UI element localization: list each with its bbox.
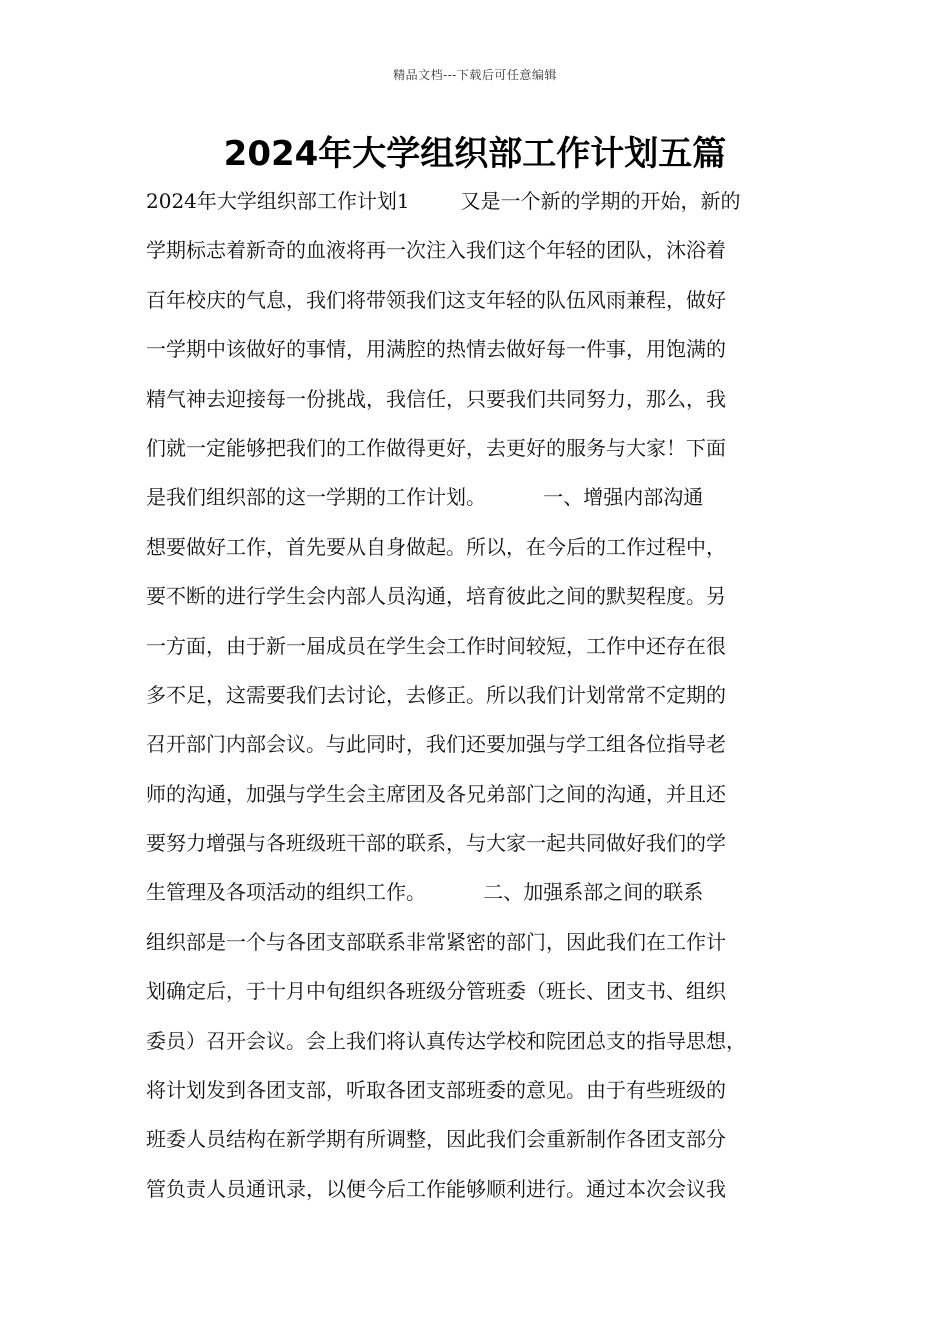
header-note: 精品文档---下载后可任意编辑 — [393, 68, 557, 82]
body-line: 一方面，由于新一届成员在学生会工作时间较短，工作中还存在很 — [146, 633, 726, 658]
body-line: 师的沟通，加强与学生会主席团及各兄弟部门之间的沟通，并且还 — [146, 781, 726, 806]
body-line: 精气神去迎接每一份挑战，我信任，只要我们共同努力，那么，我 — [146, 386, 726, 411]
body-line: 班委人员结构在新学期有所调整，因此我们会重新制作各团支部分 — [146, 1127, 726, 1152]
body-line: 是我们组织部的这一学期的工作计划。 一、增强内部沟通 — [146, 485, 704, 510]
document-title: 2024年大学组织部工作计划五篇 — [223, 134, 727, 174]
body-line: 组织部是一个与各团支部联系非常紧密的部门，因此我们在工作计 — [146, 929, 726, 954]
body-line: 召开部门内部会议。与此同时，我们还要加强与学工组各位指导老 — [146, 732, 726, 757]
body-line: 将计划发到各团支部，听取各团支部班委的意见。由于有些班级的 — [146, 1078, 726, 1103]
body-line: 学期标志着新奇的血液将再一次注入我们这个年轻的团队，沐浴着 — [146, 238, 726, 263]
body-line: 生管理及各项活动的组织工作。 二、加强系部之间的联系 — [146, 880, 704, 905]
body-line: 委员）召开会议。会上我们将认真传达学校和院团总支的指导思想， — [146, 1028, 746, 1053]
body-line: 想要做好工作，首先要从自身做起。所以，在今后的工作过程中， — [146, 534, 726, 559]
body-line: 2024年大学组织部工作计划1 又是一个新的学期的开始，新的 — [146, 189, 741, 213]
body-line: 们就一定能够把我们的工作做得更好，去更好的服务与大家！下面 — [146, 435, 726, 460]
body-line: 管负责人员通讯录，以便今后工作能够顺利进行。通过本次会议我 — [146, 1176, 726, 1201]
body-line: 要不断的进行学生会内部人员沟通，培育彼此之间的默契程度。另 — [146, 584, 726, 609]
body-line: 要努力增强与各班级班干部的联系，与大家一起共同做好我们的学 — [146, 831, 726, 856]
body-line: 多不足，这需要我们去讨论，去修正。所以我们计划常常不定期的 — [146, 682, 726, 707]
body-line: 百年校庆的气息，我们将带领我们这支年轻的队伍风雨兼程，做好 — [146, 287, 726, 312]
body-line: 一学期中该做好的事情，用满腔的热情去做好每一件事，用饱满的 — [146, 337, 726, 362]
document-body — [146, 182, 826, 1219]
body-line: 划确定后，于十月中旬组织各班级分管班委（班长、团支书、组织 — [146, 979, 726, 1004]
